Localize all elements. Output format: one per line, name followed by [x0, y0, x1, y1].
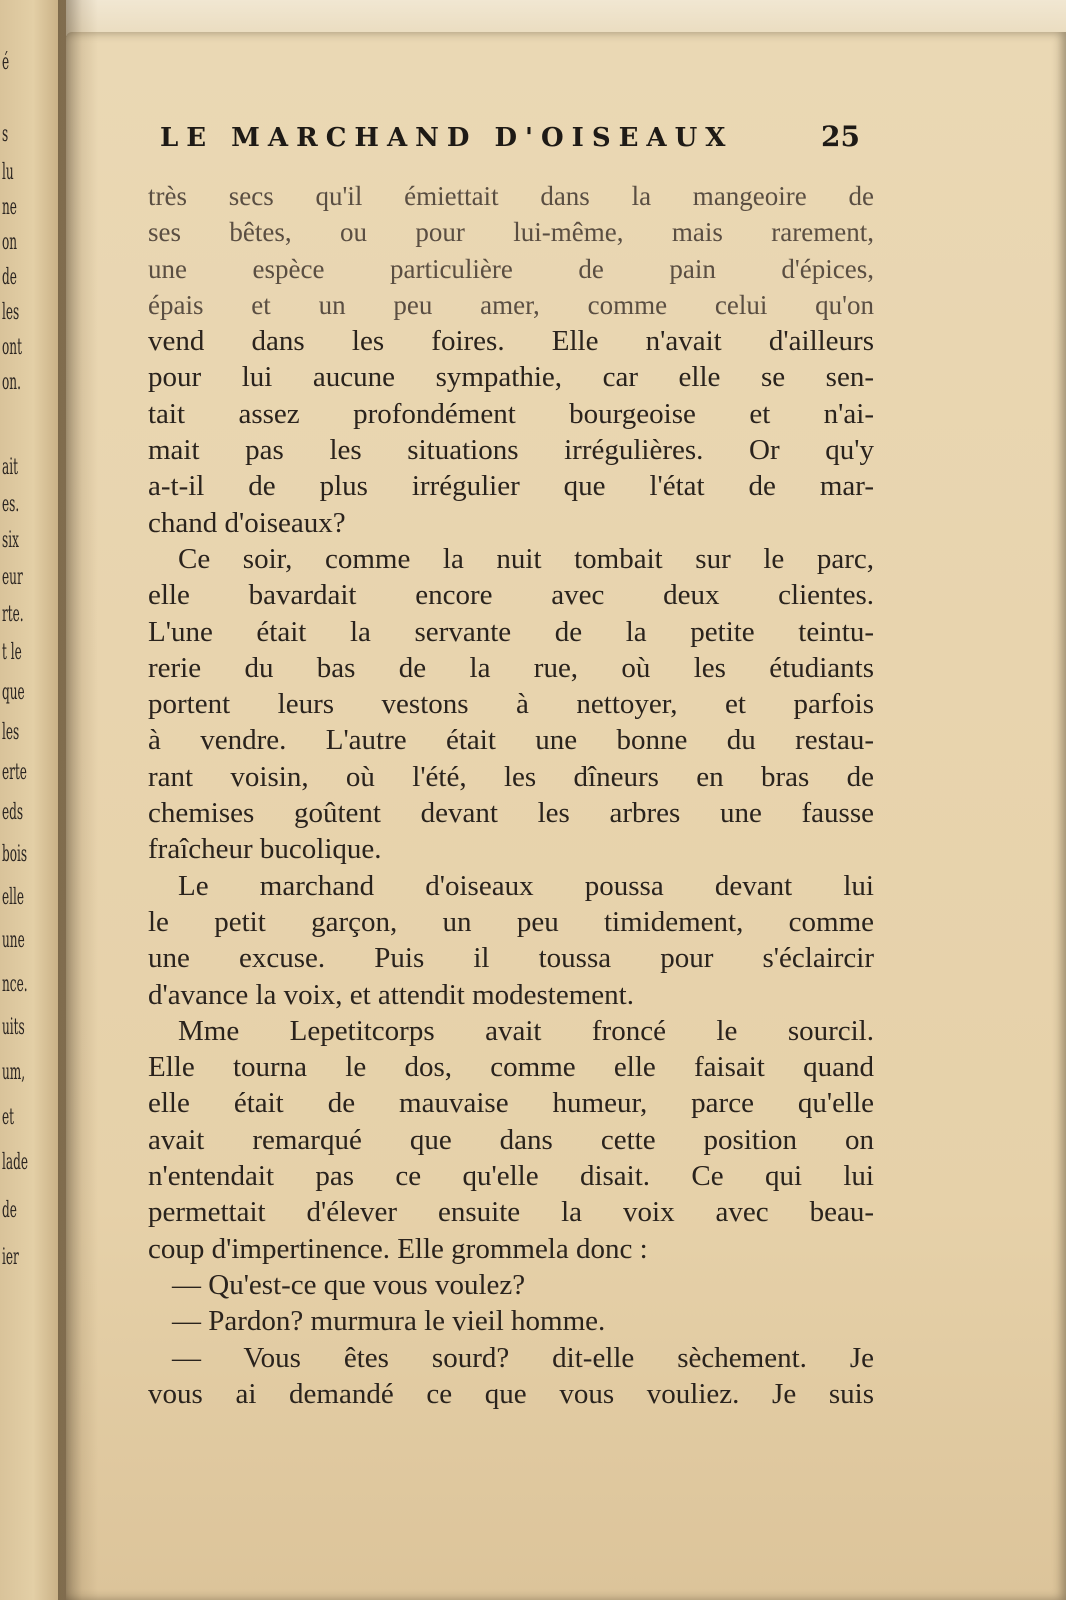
text-line: vous ai demandé ce que vous vouliez. Je suis [148, 1377, 874, 1410]
text-line: ses bêtes, ou pour lui-même, mais rarement, [148, 217, 874, 248]
text-line: mait pas les situations irrégulières. Or qu'y [148, 434, 874, 467]
text-line: très secs qu'il émiettait dans la mangeoire de [148, 181, 874, 211]
dialogue-line: — Pardon? murmura le vieil homme. [172, 1305, 606, 1338]
body-text [148, 178, 874, 1412]
left-page-fragment: eur [2, 565, 23, 590]
text-line: permettait d'élever ensuite la voix avec beau- [148, 1196, 874, 1229]
left-page-fragment: rte. [2, 602, 24, 627]
text-line: tait assez profondément bourgeoise et n'ai- [148, 397, 874, 430]
text-line: a-t-il de plus irrégulier que l'état de mar- [148, 470, 874, 503]
left-page-fragment: eds [2, 800, 24, 825]
text-line: avait remarqué que dans cette position on [148, 1123, 874, 1156]
text-line: Mme Lepetitcorps avait froncé le sourcil. [178, 1014, 874, 1047]
left-page-fragment: s [2, 122, 9, 147]
left-page-fragment: elle [2, 885, 25, 910]
left-page-fragment: lade [2, 1150, 28, 1175]
text-line: Ce soir, comme la nuit tombait sur le parc, [178, 542, 874, 575]
left-page-fragment: um, [2, 1060, 26, 1085]
text-line: à vendre. L'autre était une bonne du restau- [148, 724, 874, 757]
left-page-fragment: on [2, 230, 18, 255]
left-page-fragment: ne [2, 195, 17, 220]
left-page-fragment: ont [2, 335, 22, 360]
book-gutter-shadow [58, 0, 98, 1600]
text-line: n'entendait pas ce qu'elle disait. Ce qui lui [148, 1160, 874, 1193]
left-page-fragment: on. [2, 370, 21, 395]
left-page-fragment: les [2, 300, 20, 325]
text-line: portent leurs vestons à nettoyer, et parfois [148, 688, 874, 721]
text-line: L'une était la servante de la petite teintu- [148, 615, 874, 648]
left-page-fragment: six [2, 528, 19, 553]
text-line: chand d'oiseaux? [148, 506, 346, 539]
left-page-fragment: de [2, 1198, 17, 1223]
text-line: elle était de mauvaise humeur, parce qu'elle [148, 1087, 874, 1120]
text-line: elle bavardait encore avec deux clientes. [148, 579, 874, 612]
text-line: coup d'impertinence. Elle grommela donc : [148, 1232, 648, 1265]
left-page-fragment: é [2, 50, 10, 75]
page-number: 25 [821, 120, 860, 153]
text-line: une excuse. Puis il toussa pour s'éclaircir [148, 942, 874, 975]
text-line: vend dans les foires. Elle n'avait d'ailleurs [148, 325, 874, 358]
text-line: le petit garçon, un peu timidement, comme [148, 905, 874, 938]
text-line: Le marchand d'oiseaux poussa devant lui [178, 869, 874, 902]
text-line: pour lui aucune sympathie, car elle se sen- [148, 361, 874, 394]
left-page-fragment: de [2, 265, 17, 290]
text-line: fraîcheur bucolique. [148, 833, 382, 866]
left-page-fragment: une [2, 928, 25, 953]
text-line: une espèce particulière de pain d'épices, [148, 253, 874, 284]
text-line: Elle tourna le dos, comme elle faisait quand [148, 1051, 874, 1084]
text-line: chemises goûtent devant les arbres une fausse [148, 797, 874, 830]
left-page-fragment: nce. [2, 972, 28, 997]
running-title: LE MARCHAND D'OISEAUX [160, 123, 734, 153]
left-page-fragment: bois [2, 842, 28, 867]
left-page-fragment: ait [2, 455, 18, 480]
left-page-fragment: et [2, 1105, 15, 1130]
left-page-fragment: erte [2, 760, 27, 785]
page-top-edge [66, 0, 1066, 36]
left-page-fragment: uits [2, 1015, 25, 1040]
text-line: d'avance la voix, et attendit modestement. [148, 978, 634, 1011]
left-page-fragment: ier [2, 1245, 19, 1270]
running-head [160, 120, 860, 160]
text-line: rerie du bas de la rue, où les étudiants [148, 651, 874, 684]
dialogue-line: — Qu'est-ce que vous voulez? [172, 1268, 526, 1301]
left-page-fragment: lu [2, 160, 14, 185]
left-page-fragment: que [2, 680, 25, 705]
dialogue-line: — Vous êtes sourd? dit-elle sèchement. Je [172, 1341, 874, 1374]
left-page-fragment: les [2, 720, 20, 745]
text-line: épais et un peu amer, comme celui qu'on [148, 289, 874, 320]
left-page-fragment: t le [2, 640, 22, 665]
left-page-fragment: es. [2, 492, 20, 517]
text-line: rant voisin, où l'été, les dîneurs en bras de [148, 760, 874, 793]
